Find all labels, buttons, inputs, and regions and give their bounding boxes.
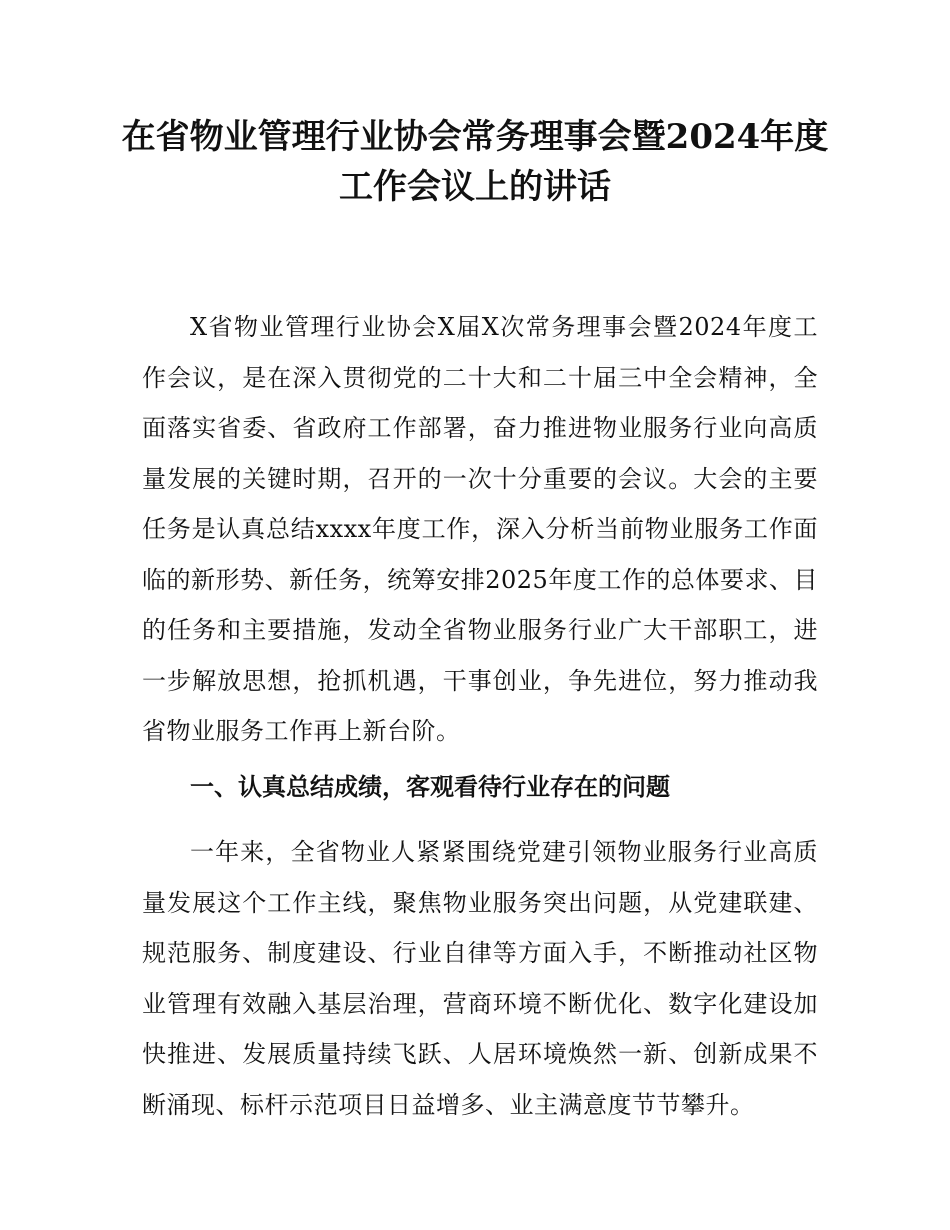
section-heading: 一、认真总结成绩，客观看待行业存在的问题 xyxy=(190,773,670,801)
intro-paragraph: X省物业管理行业协会X届X次常务理事会暨2024年度工作会议，是在深入贯彻党的二十大和二十届三中全会精神，全面落实省委、省政府工作部署，奋力推进物业服务行业向高质量发展的关键时期，召开的一次十分重要的会议。大会的主要任务是认真总结xxxx年度工作，深入分析当前物业服务工作面临的新形势、新任务，统筹安排2025年度工作的总体要求、目的任务和主要措施，发动全省物业服务行业广大干部职工，进一步解放思想，抢抓机遇，干事创业，争先进位，努力推动我省物业服务工作再上新台阶。 xyxy=(142,313,818,745)
document-title: 在省物业管理行业协会常务理事会暨2024年度工作会议上的讲话 xyxy=(121,117,829,207)
section-paragraph: 一年来，全省物业人紧紧围绕党建引领物业服务行业高质量发展这个工作主线，聚焦物业服务突出问题，从党建联建、规范服务、制度建设、行业自律等方面入手，不断推动社区物业管理有效融入基层治理，营商环境不断优化、数字化建设加快推进、发展质量持续飞跃、人居环境焕然一新、创新成果不断涌现、标杆示范项目日益增多、业主满意度节节攀升。 xyxy=(142,838,818,1119)
